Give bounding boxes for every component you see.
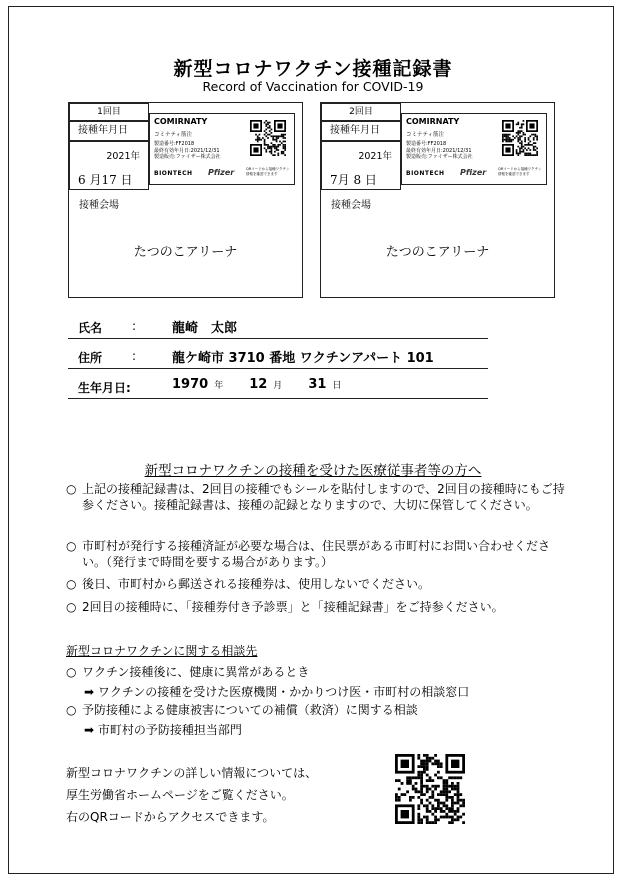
consult-target-text: 市町村の予防接種担当部門 bbox=[97, 723, 242, 737]
consult-text: ワクチン接種後に、健康に異常があるとき bbox=[82, 665, 310, 679]
vaccine-qr-code-icon bbox=[250, 120, 286, 156]
dose-month-day: 7月 8 日 bbox=[330, 173, 377, 187]
biontech-logo: BIONTECH bbox=[154, 170, 193, 177]
birth-year: 1970 bbox=[172, 377, 209, 392]
notice-text: 後日、市町村から郵送される接種券は、使用しないでください。 bbox=[82, 577, 431, 591]
address-label: 住所 bbox=[78, 351, 103, 365]
dose-number: 1回目 bbox=[69, 103, 149, 121]
lot-number: 製造番号:FF2018 bbox=[406, 141, 447, 147]
mhlw-qr-code-icon[interactable] bbox=[395, 754, 465, 824]
consult-text: 予防接種による健康被害についての補償（救済）に関する相談 bbox=[82, 703, 418, 717]
birthdate-row bbox=[68, 372, 488, 399]
dose-month-day: 6 月17 日 bbox=[78, 173, 133, 187]
date-label: 接種年月日 bbox=[321, 121, 401, 141]
person-address: 龍ケ崎市 3710 番地 ワクチンアパート 101 bbox=[172, 351, 434, 366]
vaccine-sticker bbox=[149, 113, 295, 185]
circle-bullet-icon: ○ bbox=[66, 482, 77, 496]
circle-bullet-icon: ○ bbox=[66, 539, 77, 553]
unit-year: 年 bbox=[214, 381, 224, 391]
consult-target bbox=[84, 683, 469, 700]
consult-target-text: ワクチンの接種を受けた医療機関・かかりつけ医・市町村の相談窓口 bbox=[97, 685, 470, 699]
colon: : bbox=[132, 319, 137, 333]
closing-line: 新型コロナワクチンの詳しい情報については、 bbox=[66, 766, 318, 780]
qr-note: QRコードから接種ワクチン情報を確認できます bbox=[246, 167, 290, 176]
name-label: 氏名 bbox=[78, 321, 103, 335]
venue-name: たつのこアリーナ bbox=[133, 245, 238, 260]
notice-item bbox=[66, 576, 566, 592]
notice-text: 2回目の接種時に、「接種券付き予診票」と「接種記録書」をご持参ください。 bbox=[82, 600, 504, 614]
circle-bullet-icon: ○ bbox=[66, 665, 77, 679]
closing-text bbox=[66, 762, 317, 828]
notice-text: 市町村が発行する接種済証が必要な場合は、住民票がある市町村にお問い合わせください。（発行まで時間を要する場合があります。） bbox=[82, 539, 551, 569]
date-box bbox=[321, 141, 401, 190]
vaccine-info bbox=[406, 141, 473, 161]
dose-record-2 bbox=[320, 102, 555, 298]
birthdate-label: 生年月日: bbox=[78, 381, 131, 395]
birth-month: 12 bbox=[249, 377, 268, 392]
unit-day: 日 bbox=[332, 381, 342, 391]
circle-bullet-icon: ○ bbox=[66, 703, 77, 717]
consult-item bbox=[66, 664, 566, 680]
venue-label: 接種会場 bbox=[79, 200, 119, 211]
person-name: 龍崎 太郎 bbox=[172, 321, 238, 336]
name-row bbox=[68, 312, 488, 339]
page-title: 新型コロナワクチン接種記録書 bbox=[173, 58, 453, 80]
biontech-logo: BIONTECH bbox=[406, 170, 445, 177]
vaccine-kana: コミナティ筋注 bbox=[154, 132, 193, 138]
vaccine-sticker bbox=[401, 113, 547, 185]
dose-year: 2021年 bbox=[358, 151, 392, 162]
date-label: 接種年月日 bbox=[69, 121, 149, 141]
arrow-right-icon: ➡ bbox=[84, 723, 95, 737]
vaccine-name: COMIRNATY bbox=[406, 117, 460, 126]
circle-bullet-icon: ○ bbox=[66, 577, 77, 591]
arrow-right-icon: ➡ bbox=[84, 685, 95, 699]
page-subtitle: Record of Vaccination for COVID-19 bbox=[202, 79, 424, 94]
pfizer-logo: Pfizer bbox=[208, 168, 235, 177]
vaccine-qr-code-icon bbox=[502, 120, 538, 156]
manufacturer: 製造販売:ファイザー株式会社 bbox=[406, 154, 473, 160]
manufacturer: 製造販売:ファイザー株式会社 bbox=[154, 154, 221, 160]
consult-target bbox=[84, 721, 242, 738]
closing-line: 右のQRコードからアクセスできます。 bbox=[66, 810, 275, 824]
notice-item bbox=[66, 599, 566, 615]
venue-label: 接種会場 bbox=[331, 200, 371, 211]
vaccine-info bbox=[154, 141, 221, 161]
lot-number: 製造番号:FF2018 bbox=[154, 141, 195, 147]
qr-note: QRコードから接種ワクチン情報を確認できます bbox=[498, 167, 542, 176]
dose-year: 2021年 bbox=[106, 151, 140, 162]
vaccine-kana: コミナティ筋注 bbox=[406, 132, 445, 138]
birthdate-value bbox=[172, 377, 367, 392]
unit-month: 月 bbox=[273, 381, 283, 391]
birth-day: 31 bbox=[308, 377, 327, 392]
pfizer-logo: Pfizer bbox=[460, 168, 487, 177]
circle-bullet-icon: ○ bbox=[66, 600, 77, 614]
date-box bbox=[69, 141, 149, 190]
expiry-date: 最終有効年月日:2021/12/31 bbox=[406, 147, 472, 154]
notice-item bbox=[66, 538, 566, 570]
consult-title: 新型コロナワクチンに関する相談先 bbox=[66, 644, 258, 658]
notice-title: 新型コロナワクチンの接種を受けた医療従事者等の方へ bbox=[144, 463, 482, 479]
colon: : bbox=[132, 349, 137, 363]
vaccine-name: COMIRNATY bbox=[154, 117, 208, 126]
notice-item bbox=[66, 481, 566, 513]
dose-record-1 bbox=[68, 102, 303, 298]
consult-item bbox=[66, 702, 566, 718]
notice-text: 上記の接種記録書は、2回目の接種でもシールを貼付しますので、2回目の接種時にもご持参ください。接種記録書は、接種の記録となりますので、大切に保管してください。 bbox=[82, 482, 565, 512]
closing-line: 厚生労働省ホームページをご覧ください。 bbox=[66, 788, 294, 802]
expiry-date: 最終有効年月日:2021/12/31 bbox=[154, 147, 220, 154]
venue-name: たつのこアリーナ bbox=[385, 245, 490, 260]
dose-number: 2回目 bbox=[321, 103, 401, 121]
address-row bbox=[68, 342, 488, 369]
